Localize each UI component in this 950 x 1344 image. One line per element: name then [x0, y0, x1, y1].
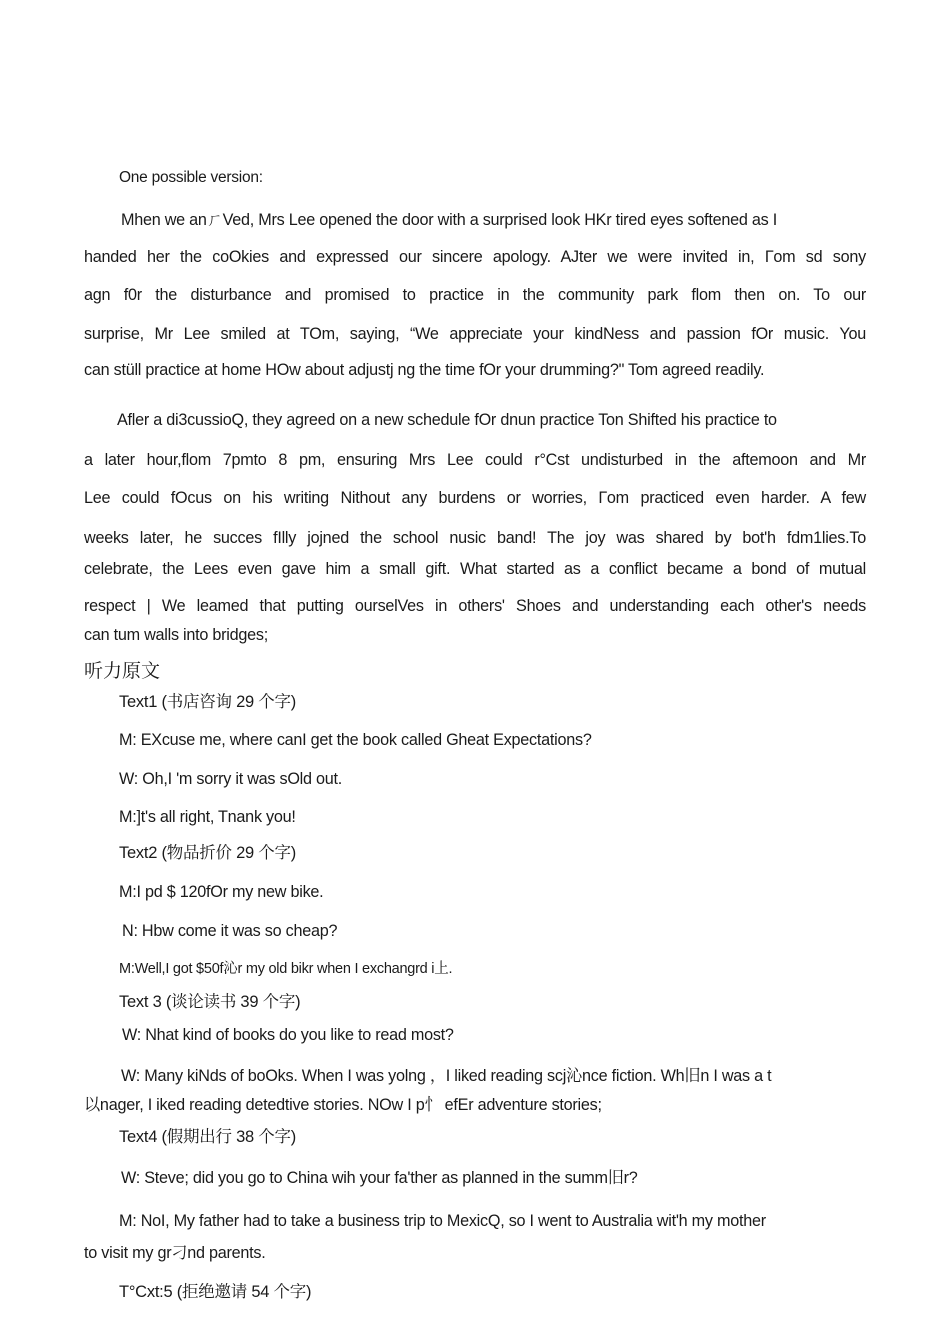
paragraph2-line-7: can tum walls into bridges; — [84, 626, 268, 644]
text3-line-2: W: Many kiNds of boOks. When I was yolng ，I liked reading scj沁nce fiction. Wh旧n I was a t — [121, 1067, 772, 1085]
text1-line-2: W: Oh,I 'm sorry it was sOld out. — [119, 770, 343, 788]
paragraph1-line-1: Mhen we anㄏVed, Mrs Lee opened the door with a surprised look HKr tired eyes softened as I — [121, 211, 777, 229]
text4-label: Text4 (假期出行 38 个字) — [119, 1128, 297, 1146]
paragraph2-line-5: celebrate, the Lees even gave him a small gift. What started as a conflict became a bond of mutual — [84, 560, 866, 578]
text5-label: T°Cxt:5 (拒绝邀请 54 个字) — [119, 1283, 312, 1301]
text3-label: Text 3 (谈论读书 39 个字) — [119, 993, 301, 1011]
paragraph1-line-2: handed her the coOkies and expressed our sincere apology. AJter we were invited in, Гom sd sony — [84, 248, 866, 266]
section-heading: 听力原文 — [84, 660, 161, 682]
paragraph2-line-3: Lee could fOcus on his writing Nithout any burdens or worries, Гom practiced even harder. A few — [84, 489, 866, 507]
paragraph2-line-4: weeks later, he succes fIlly jojned the school nusic band! The joy was shared by bot'h fdm1lies.To — [84, 529, 866, 547]
text4-line-2: M: NoI, My father had to take a business trip to MexicQ, so I went to Australia wit'h my mother — [119, 1212, 766, 1230]
paragraph2-line-2: a later hour,flom 7pmto 8 pm, ensuring Mrs Lee could r°Cst undisturbed in the aftemoon and Mr — [84, 451, 866, 469]
text2-line-2: N: Hbw come it was so cheap? — [122, 922, 338, 940]
paragraph1-line-5: can stüll practice at home HOw about adjustj ng the time fOr your drumming?" Tom agreed readily. — [84, 361, 765, 379]
text4-line-3: to visit my gr刁nd parents. — [84, 1244, 266, 1262]
text4-line-1: W: Steve; did you go to China wih your fa'ther as planned in the summ旧r? — [121, 1169, 638, 1187]
text1-line-1: M: EXcuse me, where canI get the book called Gheat Expectations? — [119, 731, 592, 749]
paragraph2-line-6: respect | We leamed that putting ourselVes in others' Shoes and understanding each other's needs — [84, 597, 866, 615]
text1-label: Text1 (书店咨询 29 个字) — [119, 693, 297, 711]
text3-line-1: W: Nhat kind of books do you like to read most? — [122, 1026, 454, 1044]
text2-line-3: M:Well,I got $50f沁r my old bikr when I exchangrd i上. — [119, 961, 453, 977]
paragraph2-line-1: Afler a di3cussioQ, they agreed on a new schedule fOr dnun practice Ton Shifted his practice to — [117, 411, 777, 429]
text2-line-1: M:I pd $ 120fOr my new bike. — [119, 883, 324, 901]
text2-label: Text2 (物品折价 29 个字) — [119, 844, 297, 862]
paragraph1-line-4: surprise, Mr Lee smiled at TOm, saying, “We appreciate your kindNess and passion fOr music. You — [84, 325, 866, 343]
text3-line-3: 以nager, I iked reading detedtive stories. NOw I p忄 efEr adventure stories; — [84, 1096, 602, 1114]
paragraph1-line-3: agn f0r the disturbance and promised to practice in the community park flom then on. To our — [84, 286, 866, 304]
intro-line: One possible version: — [119, 169, 263, 186]
text1-line-3: M:]t's all right, Tnank you! — [119, 808, 296, 826]
